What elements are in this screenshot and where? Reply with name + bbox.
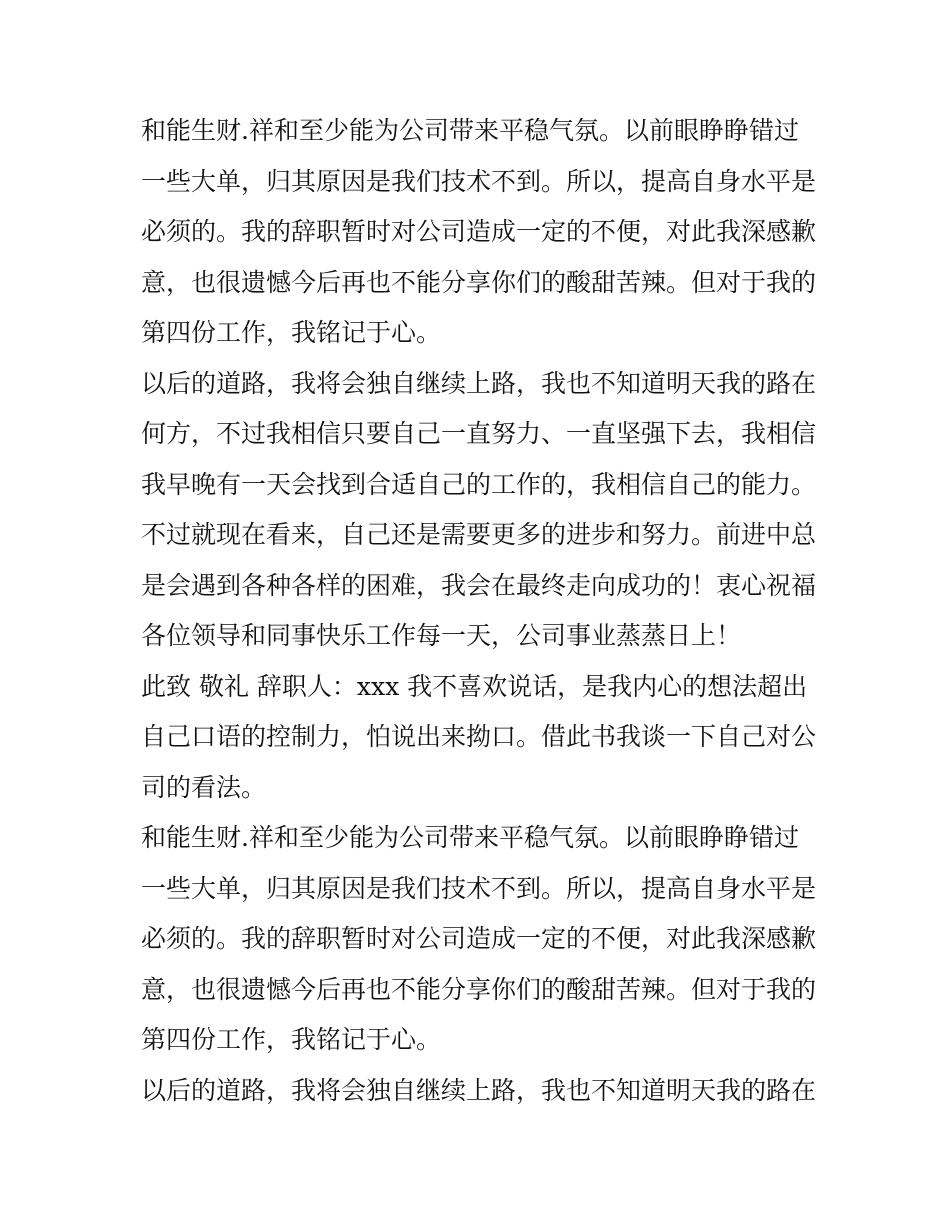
text-line: 必须的。我的辞职暂时对公司造成一定的不便，对此我深感歉 <box>141 217 817 246</box>
text-line: 何方，不过我相信只要自己一直努力、一直坚强下去，我相信 <box>141 419 817 448</box>
text-line: 意，也很遗憾今后再也不能分享你们的酸甜苦辣。但对于我的 <box>141 974 817 1004</box>
text-line: 必须的。我的辞职暂时对公司造成一定的不便，对此我深感歉 <box>141 924 817 953</box>
text-line: 第四份工作，我铭记于心。 <box>141 1025 442 1054</box>
text-line: 第四份工作，我铭记于心。 <box>141 318 442 347</box>
text-line: 是会遇到各种各样的困难，我会在最终走向成功的！衷心祝福 <box>141 570 817 600</box>
text-line: 以后的道路，我将会独自继续上路，我也不知道明天我的路在 <box>141 1075 817 1105</box>
text-line: 以后的道路，我将会独自继续上路，我也不知道明天我的路在 <box>141 368 817 398</box>
text-line: 此致 敬礼 辞职人：xxx 我不喜欢说话，是我内心的想法超出 <box>141 671 808 701</box>
text-line: 和能生财.祥和至少能为公司带来平稳气氛。以前眼睁睁错过 <box>141 116 799 145</box>
text-line: 司的看法。 <box>141 772 267 802</box>
text-line: 一些大单，归其原因是我们技术不到。所以，提高自身水平是 <box>141 166 817 196</box>
document-body <box>141 106 821 1116</box>
text-line: 一些大单，归其原因是我们技术不到。所以，提高自身水平是 <box>141 873 817 903</box>
text-line: 我早晚有一天会找到合适自己的工作的，我相信自己的能力。 <box>141 469 817 499</box>
text-line: 各位领导和同事快乐工作每一天，公司事业蒸蒸日上！ <box>141 621 742 650</box>
text-line: 自己口语的控制力，怕说出来拗口。借此书我谈一下自己对公 <box>141 722 817 751</box>
text-line: 意，也很遗憾今后再也不能分享你们的酸甜苦辣。但对于我的 <box>141 267 817 297</box>
text-line: 和能生财.祥和至少能为公司带来平稳气氛。以前眼睁睁错过 <box>141 823 799 852</box>
text-line: 不过就现在看来，自己还是需要更多的进步和努力。前进中总 <box>141 520 817 549</box>
